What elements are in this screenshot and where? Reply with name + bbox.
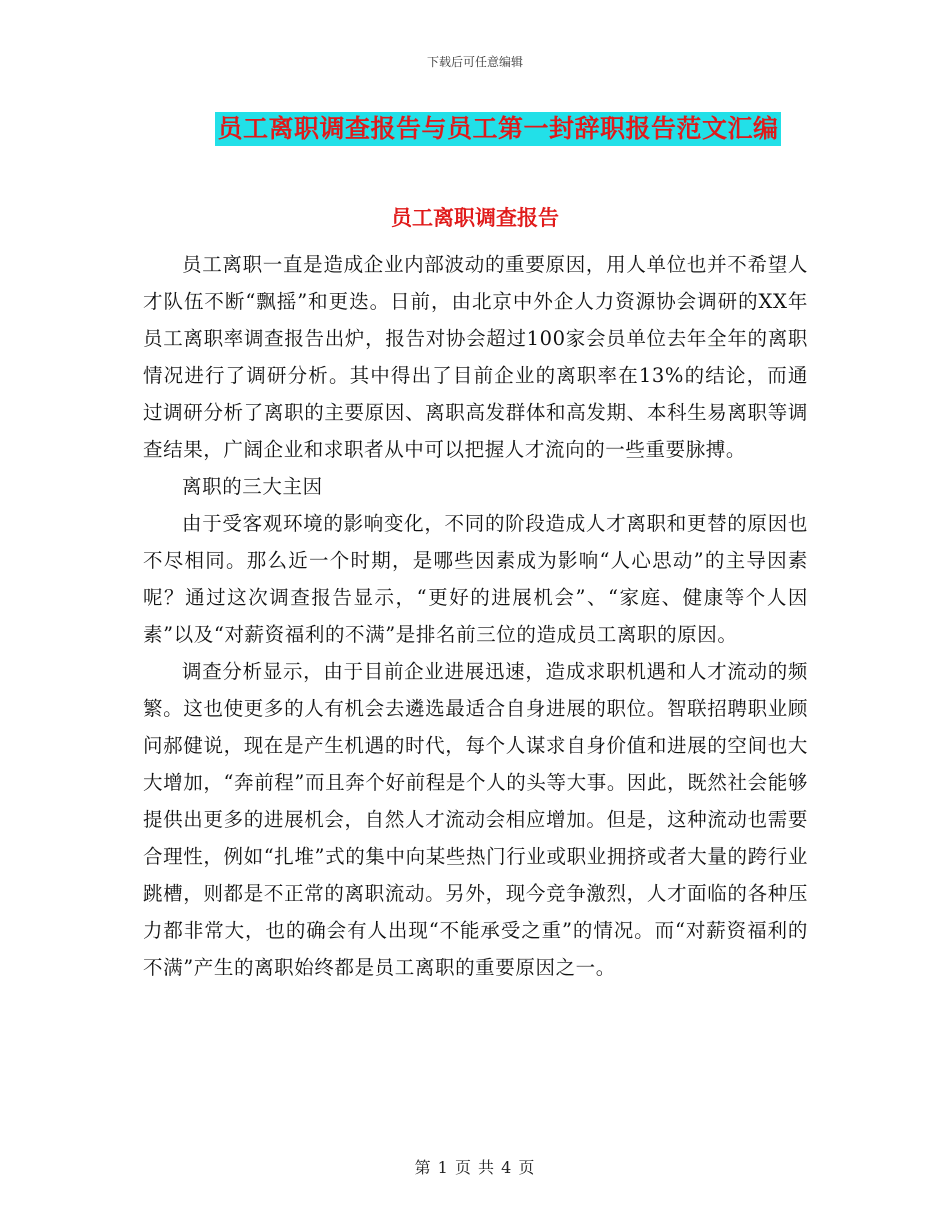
page-number-footer: 第 1 页 共 4 页 [414,1158,536,1177]
paragraph-2-subheading: 离职的三大主因 [182,475,323,498]
paragraph-1: 员工离职一直是造成企业内部波动的重要原因，用人单位也并不希望人才队伍不断“飘摇”和更迭。日前，由北京中外企人力资源协会调研的XX年员工离职率调查报告出炉，报告对协会超过100家会员单位去年全年的离职情况进行了调研分析。其中得出了目前企业的离职率在13%的结论，而通过调研分析了离职的主要原因、离职高发群体和高发期、本科生易离职等调查结果，广阔企业和求职者从中可以把握人才流向的一些重要脉搏。 [143,253,808,461]
paragraph-4: 调查分析显示，由于目前企业进展迅速，造成求职机遇和人才流动的频繁。这也使更多的人有机会去遴选最适合自身进展的职位。智联招聘职业顾问郝健说，现在是产生机遇的时代，每个人谋求自身价值和进展的空间也大大增加，“奔前程”而且奔个好前程是个人的头等大事。因此，既然社会能够提供出更多的进展机会，自然人才流动会相应增加。但是，这种流动也需要合理性，例如“扎堆”式的集中向某些热门行业或职业拥挤或者大量的跨行业跳槽，则都是不正常的离职流动。另外，现今竞争激烈，人才面临的各种压力都非常大，也的确会有人出现“不能承受之重”的情况。而“对薪资福利的不满”产生的离职始终都是员工离职的重要原因之一。 [143,660,808,979]
document-title-container [0,112,950,146]
document-title: 员工离职调查报告与员工第一封辞职报告范文汇编 [215,112,780,146]
section-title: 员工离职调查报告 [391,206,559,230]
document-body [143,246,808,986]
page-header-note: 下载后可任意编辑 [426,55,523,69]
paragraph-3: 由于受客观环境的影响变化，不同的阶段造成人才离职和更替的原因也不尽相同。那么近一个时期，是哪些因素成为影响“人心思动”的主导因素呢？通过这次调查报告显示，“更好的进展机会”、“家庭、健康等个人因素”以及“对薪资福利的不满”是排名前三位的造成员工离职的原因。 [143,512,808,646]
